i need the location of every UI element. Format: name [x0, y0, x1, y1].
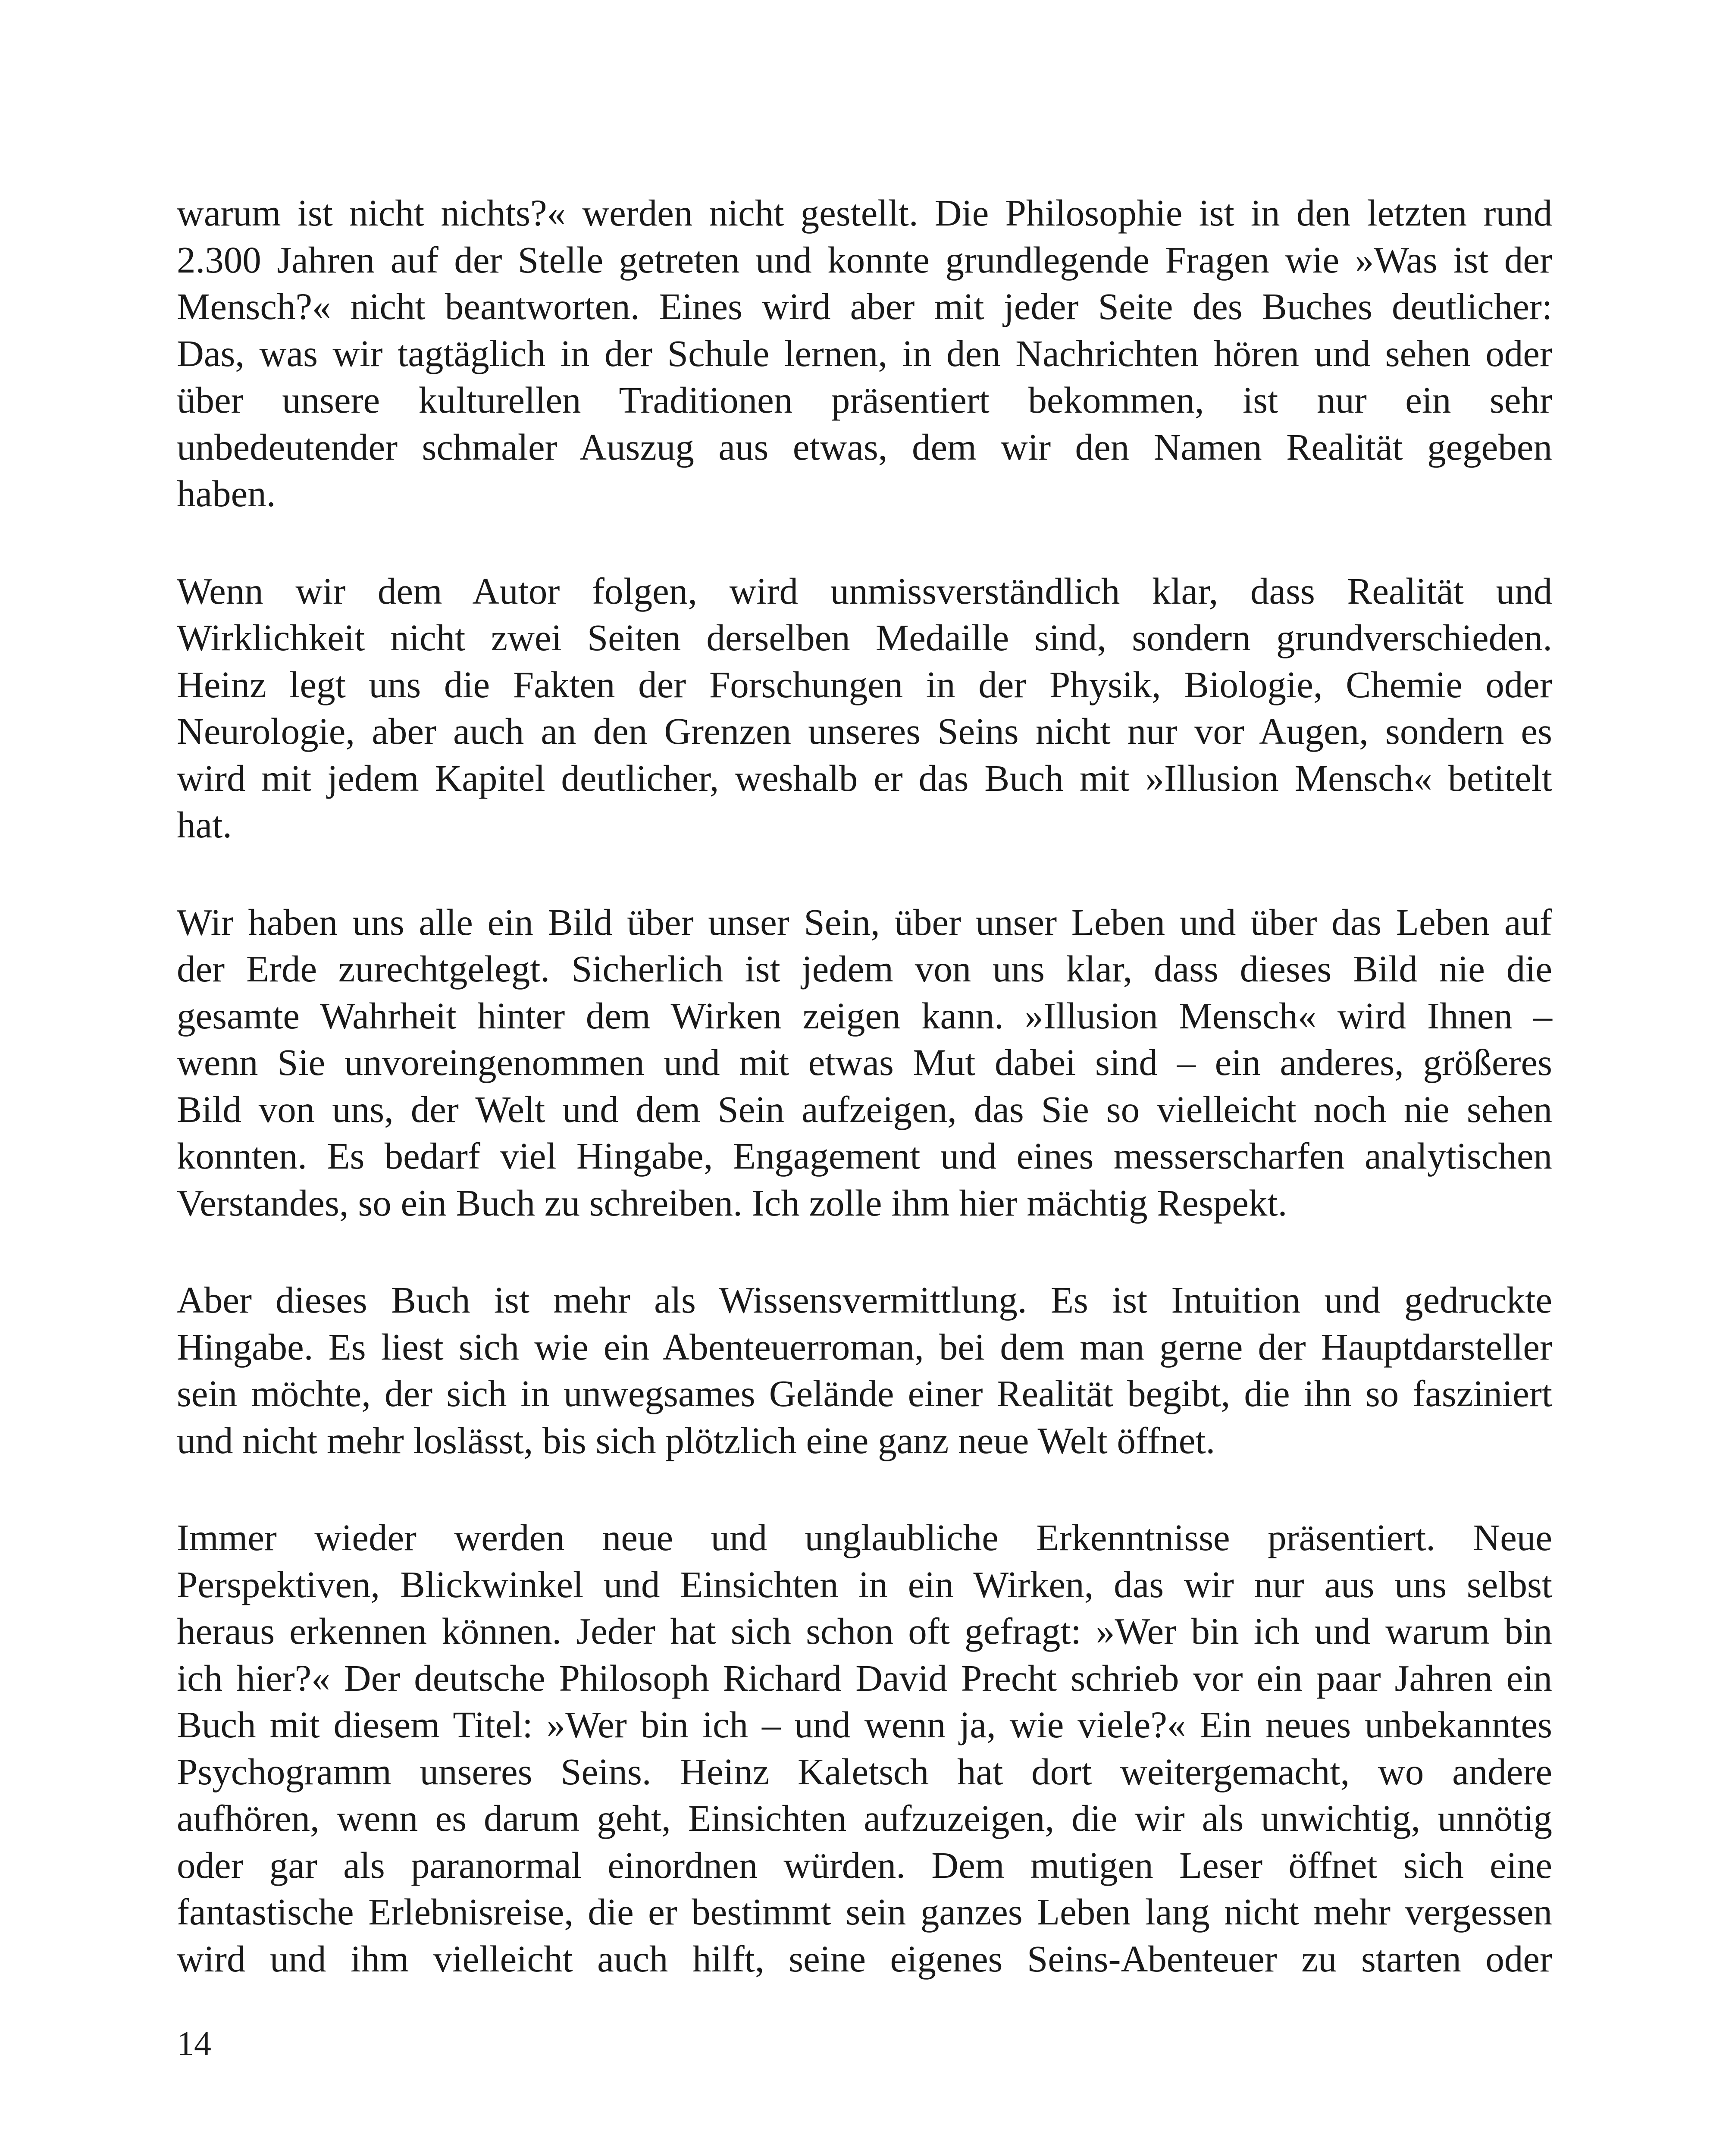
text-line: sein möchte, der sich in unwegsames Gelände einer Realität begibt, die ihn so fasziniert [177, 1373, 1552, 1414]
text-line: Perspektiven, Blickwinkel und Einsichten in ein Wirken, das wir nur aus uns selbst [177, 1563, 1552, 1605]
text-line: Wirklichkeit nicht zwei Seiten derselben Medaille sind, sondern grundverschieden. [177, 617, 1552, 658]
text-line: Aber dieses Buch ist mehr als Wissensvermittlung. Es ist Intuition und gedruckte [177, 1279, 1552, 1321]
text-line: Das, was wir tagtäglich in der Schule lernen, in den Nachrichten hören und sehen oder [177, 332, 1552, 374]
page-number: 14 [177, 2025, 211, 2063]
text-line: haben. [177, 473, 276, 514]
paragraph [177, 568, 1552, 849]
text-line: wenn Sie unvoreingenommen und mit etwas Mut dabei sind – ein anderes, größeres [177, 1041, 1552, 1083]
text-line: über unsere kulturellen Traditionen präsentiert bekommen, ist nur ein sehr [177, 379, 1552, 421]
text-line: konnten. Es bedarf viel Hingabe, Engagement und eines messerscharfen analytischen [177, 1135, 1552, 1177]
text-line: Heinz legt uns die Fakten der Forschungen in der Physik, Biologie, Chemie oder [177, 663, 1552, 705]
text-line: aufhören, wenn es darum geht, Einsichten aufzuzeigen, die wir als unwichtig, unnötig [177, 1797, 1552, 1839]
text-line: Psychogramm unseres Seins. Heinz Kaletsch hat dort weitergemacht, wo andere [177, 1750, 1552, 1792]
text-line: ich hier?« Der deutsche Philosoph Richard David Precht schrieb vor ein paar Jahren ein [177, 1657, 1552, 1699]
paragraph [177, 1514, 1552, 1982]
text-line: Wir haben uns alle ein Bild über unser Sein, über unser Leben und über das Leben auf [177, 901, 1552, 943]
text-line: unbedeutender schmaler Auszug aus etwas, dem wir den Namen Realität gegeben [177, 426, 1552, 468]
paragraph [177, 899, 1552, 1227]
text-line: fantastische Erlebnisreise, die er bestimmt sein ganzes Leben lang nicht mehr vergessen [177, 1891, 1552, 1933]
paragraph [177, 190, 1552, 517]
text-line: Neurologie, aber auch an den Grenzen unseres Seins nicht nur vor Augen, sondern es [177, 710, 1552, 752]
text-line: gesamte Wahrheit hinter dem Wirken zeigen kann. »Illusion Mensch« wird Ihnen – [177, 994, 1552, 1037]
text-line: heraus erkennen können. Jeder hat sich schon oft gefragt: »Wer bin ich und warum bin [177, 1610, 1552, 1652]
text-line: hat. [177, 804, 232, 846]
text-line: Wenn wir dem Autor folgen, wird unmissverständlich klar, dass Realität und [177, 570, 1552, 612]
text-line: oder gar als paranormal einordnen würden. Dem mutigen Leser öffnet sich eine [177, 1844, 1552, 1886]
text-line: Mensch?« nicht beantworten. Eines wird aber mit jeder Seite des Buches deutlicher: [177, 285, 1552, 327]
text-line: wird und ihm vielleicht auch hilft, seine eigenes Seins-Abenteuer zu starten oder [177, 1937, 1552, 1980]
text-line: warum ist nicht nichts?« werden nicht gestellt. Die Philosophie ist in den letzten rund [177, 192, 1552, 234]
body-text [177, 190, 1552, 2033]
text-line: Verstandes, so ein Buch zu schreiben. Ich zolle ihm hier mächtig Respekt. [177, 1181, 1287, 1224]
text-line: Bild von uns, der Welt und dem Sein aufzeigen, das Sie so vielleicht noch nie sehen [177, 1088, 1552, 1130]
text-line: wird mit jedem Kapitel deutlicher, weshalb er das Buch mit »Illusion Mensch« betitelt [177, 757, 1552, 799]
text-line: Hingabe. Es liest sich wie ein Abenteuerroman, bei dem man gerne der Hauptdarsteller [177, 1326, 1552, 1368]
text-line: der Erde zurechtgelegt. Sicherlich ist jedem von uns klar, dass dieses Bild nie die [177, 948, 1552, 990]
paragraph [177, 1277, 1552, 1464]
text-line: Immer wieder werden neue und unglaubliche Erkenntnisse präsentiert. Neue [177, 1517, 1552, 1558]
text-line: Buch mit diesem Titel: »Wer bin ich – und wenn ja, wie viele?« Ein neues unbekanntes [177, 1704, 1552, 1745]
text-line: und nicht mehr loslässt, bis sich plötzlich eine ganz neue Welt öffnet. [177, 1419, 1215, 1461]
text-line: 2.300 Jahren auf der Stelle getreten und konnte grundlegende Fragen wie »Was ist der [177, 238, 1552, 281]
